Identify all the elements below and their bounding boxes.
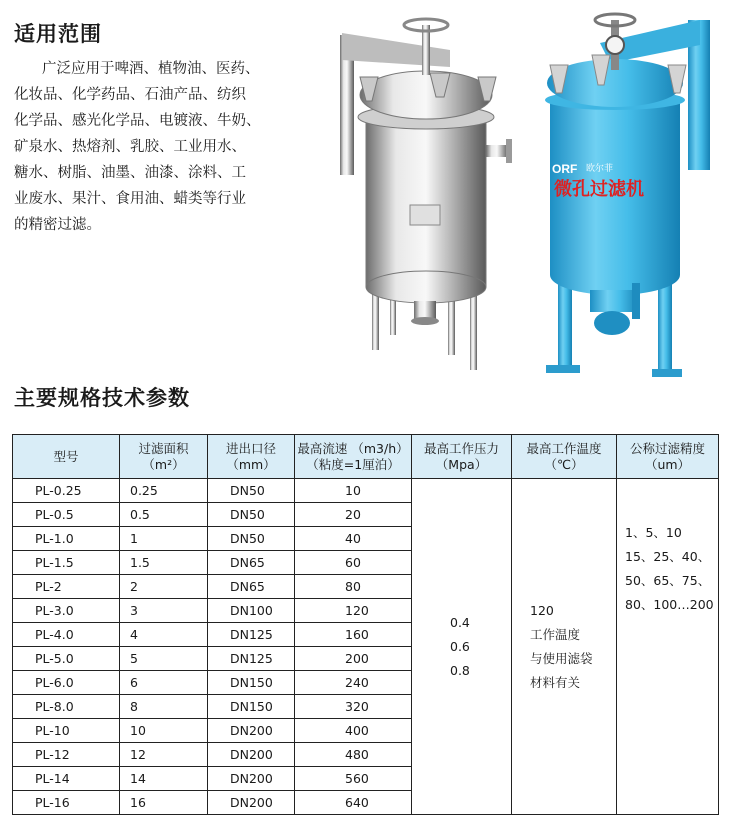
accuracy-line: 15、25、40、 (625, 549, 711, 564)
intro-line: 矿泉水、热熔剂、乳胶、工业用水、 (14, 139, 246, 155)
pressure-value: 0.8 (450, 662, 470, 678)
header-accuracy: 公称过滤精度 （um） (617, 435, 719, 479)
cell-flow: 480 (295, 743, 412, 767)
cell-flow: 560 (295, 767, 412, 791)
cell-area: 0.25 (120, 479, 208, 503)
cell-model: PL-5.0 (13, 647, 120, 671)
cell-model: PL-2 (13, 575, 120, 599)
cell-area: 1.5 (120, 551, 208, 575)
cell-model: PL-6.0 (13, 671, 120, 695)
cell-port: DN125 (208, 647, 295, 671)
cell-area: 16 (120, 791, 208, 815)
cell-model: PL-10 (13, 719, 120, 743)
cell-port: DN200 (208, 743, 295, 767)
cell-pressure (412, 479, 512, 815)
cell-area: 4 (120, 623, 208, 647)
table-row (13, 479, 719, 503)
intro-line: 的精密过滤。 (14, 217, 101, 233)
cell-model: PL-12 (13, 743, 120, 767)
header-flow: 最高流速 （m3/h） （粘度=1厘泊） (295, 435, 412, 479)
cell-port: DN50 (208, 503, 295, 527)
cell-port: DN200 (208, 767, 295, 791)
cell-area: 8 (120, 695, 208, 719)
cell-port: DN125 (208, 623, 295, 647)
header-model: 型号 (13, 435, 120, 479)
cell-port: DN200 (208, 791, 295, 815)
accuracy-line: 1、5、10 (625, 525, 682, 540)
cell-flow: 240 (295, 671, 412, 695)
cell-area: 6 (120, 671, 208, 695)
table-header-row (13, 435, 719, 479)
accuracy-line: 80、100…200 (625, 597, 714, 612)
cell-port: DN50 (208, 479, 295, 503)
cell-model: PL-16 (13, 791, 120, 815)
temperature-line: 材料有关 (530, 674, 581, 690)
cell-flow: 200 (295, 647, 412, 671)
cell-model: PL-8.0 (13, 695, 120, 719)
cell-accuracy (617, 479, 719, 815)
cell-flow: 400 (295, 719, 412, 743)
cell-temperature (512, 479, 617, 815)
cell-model: PL-1.0 (13, 527, 120, 551)
cell-area: 1 (120, 527, 208, 551)
cell-port: DN150 (208, 695, 295, 719)
cell-area: 2 (120, 575, 208, 599)
cell-flow: 80 (295, 575, 412, 599)
cell-model: PL-1.5 (13, 551, 120, 575)
cell-model: PL-0.25 (13, 479, 120, 503)
header-port: 进出口径 （mm） (208, 435, 295, 479)
cell-flow: 10 (295, 479, 412, 503)
intro-line: 化妆品、化学药品、石油产品、纺织 (14, 87, 246, 103)
cell-flow: 120 (295, 599, 412, 623)
temperature-line: 120 (530, 602, 554, 618)
cell-model: PL-3.0 (13, 599, 120, 623)
temperature-line: 工作温度 (530, 626, 581, 642)
cell-flow: 160 (295, 623, 412, 647)
stainless-filter-image (330, 5, 520, 380)
pressure-value: 0.6 (450, 638, 470, 654)
brand-small-label: 欧尔菲 (586, 164, 614, 174)
header-pressure: 最高工作压力 （Mpa） (412, 435, 512, 479)
application-scope-text (14, 56, 314, 238)
cell-flow: 40 (295, 527, 412, 551)
intro-line: 广泛应用于啤酒、植物油、医药、 (42, 61, 260, 77)
cell-model: PL-0.5 (13, 503, 120, 527)
temperature-line: 与使用滤袋 (530, 650, 593, 666)
cell-flow: 320 (295, 695, 412, 719)
cell-flow: 60 (295, 551, 412, 575)
intro-line: 业废水、果汁、食用油、蜡类等行业 (14, 191, 246, 207)
cell-flow: 640 (295, 791, 412, 815)
section-title-scope: 适用范围 (14, 22, 102, 46)
header-area: 过滤面积 （m²） (120, 435, 208, 479)
cell-model: PL-4.0 (13, 623, 120, 647)
cell-model: PL-14 (13, 767, 120, 791)
brand-label: ORF (552, 162, 578, 176)
header-temperature: 最高工作温度 （℃） (512, 435, 617, 479)
cell-area: 10 (120, 719, 208, 743)
accuracy-line: 50、65、75、 (625, 573, 711, 588)
intro-line: 糖水、树脂、油墨、油漆、涂料、工 (14, 165, 246, 181)
section-title-specs: 主要规格技术参数 (14, 386, 190, 410)
cell-port: DN100 (208, 599, 295, 623)
cell-flow: 20 (295, 503, 412, 527)
cell-port: DN50 (208, 527, 295, 551)
cell-area: 3 (120, 599, 208, 623)
cell-area: 14 (120, 767, 208, 791)
cell-port: DN65 (208, 551, 295, 575)
cell-area: 5 (120, 647, 208, 671)
cell-port: DN150 (208, 671, 295, 695)
cell-port: DN200 (208, 719, 295, 743)
blue-filter-image (540, 5, 725, 380)
cell-port: DN65 (208, 575, 295, 599)
cell-area: 0.5 (120, 503, 208, 527)
cell-area: 12 (120, 743, 208, 767)
spec-table (12, 434, 719, 815)
product-name-label: 微孔过滤机 (554, 179, 644, 200)
intro-line: 化学品、感光化学品、电镀液、牛奶、 (14, 113, 261, 129)
pressure-value: 0.4 (450, 614, 470, 630)
